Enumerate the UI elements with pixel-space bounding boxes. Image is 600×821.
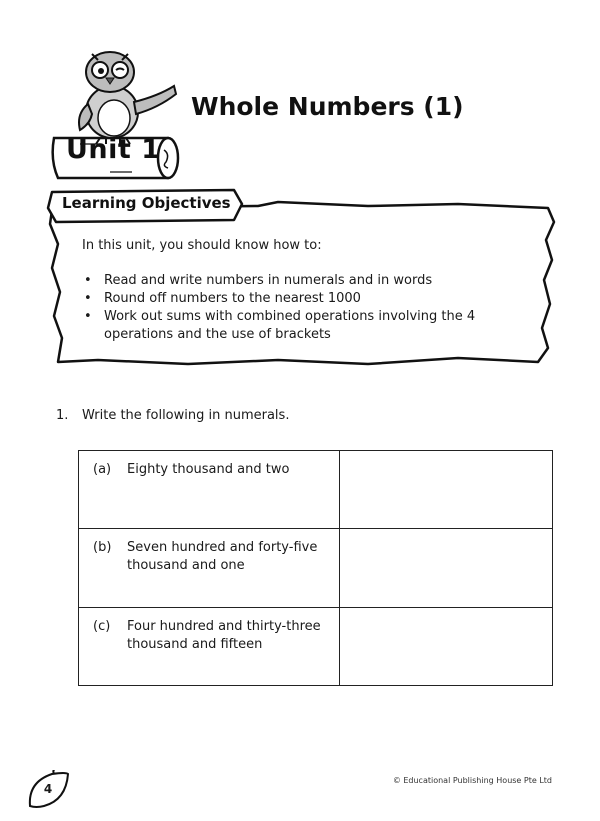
prompt-cell [79,451,340,529]
prompt-cell [79,607,340,685]
prompt-cell [79,529,340,607]
question-instruction: Write the following in numerals. [82,408,290,423]
question-number: 1. [56,408,69,423]
bullet-icon: • [84,273,92,288]
row-prompt: Eighty thousand and two [127,462,290,477]
row-prompt: Four hundred and thirty-three thousand and fifteen [127,618,321,652]
page-number: 4 [43,782,53,796]
objective-item: • Round off numbers to the nearest 1000 [84,291,361,306]
answer-cell[interactable] [340,607,553,685]
row-label: (a) [93,462,112,477]
unit-label: Unit 1 [66,134,161,165]
table-row [79,529,553,607]
objectives-heading: Learning Objectives [62,194,231,212]
table-row [79,451,553,529]
bullet-icon: • [84,291,92,306]
answer-table [78,450,553,686]
row-prompt: Seven hundred and forty-five thousand and one [127,540,318,574]
row-label: (b) [93,540,112,556]
objective-item: • Work out sums with combined operations involving the 4 operations and the use of brackets [84,309,476,342]
objective-item: • Read and write numbers in numerals and in words [84,273,433,288]
copyright-notice: © Educational Publishing House Pte Ltd [392,776,552,785]
answer-cell[interactable] [340,451,553,529]
page-title: Whole Numbers (1) [191,92,464,121]
objectives-list [82,272,502,344]
answer-cell[interactable] [340,529,553,607]
row-label: (c) [93,618,111,634]
objectives-intro: In this unit, you should know how to: [82,238,322,253]
table-row [79,607,553,685]
bullet-icon: • [84,309,92,324]
